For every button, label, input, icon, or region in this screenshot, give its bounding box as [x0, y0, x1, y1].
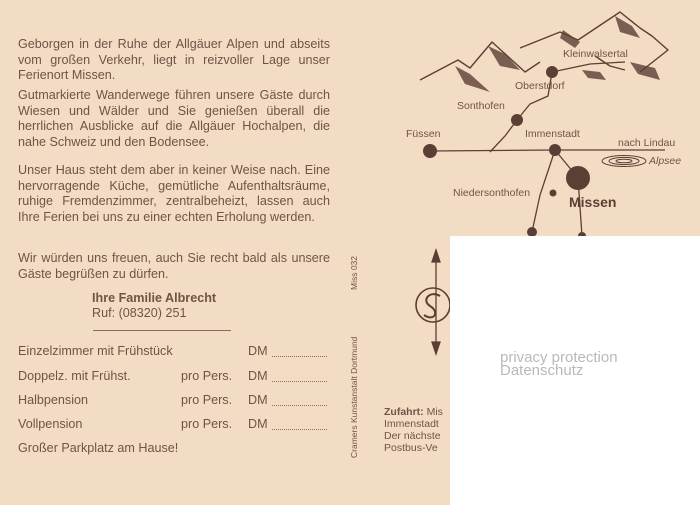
welcome-paragraph: Wir würden uns freuen, auch Sie recht bald als unsere Gäste begrüßen zu dürfen. [18, 251, 330, 281]
zufahrt-line-3: Der nächste [384, 430, 441, 442]
label-missen: Missen [569, 194, 617, 210]
arrow-head-icon [432, 250, 440, 262]
publisher-imprint: Cramers Kunstanstalt Dortmund [349, 336, 359, 458]
privacy-overlay [450, 236, 700, 505]
signature: Ihre Familie Albrecht [92, 291, 217, 305]
arrow-tail-icon [432, 342, 440, 354]
s-logo-icon [424, 294, 440, 317]
zufahrt-line-4: Postbus-Ve [384, 442, 438, 454]
house-paragraph: Unser Haus steht dem aber in keiner Weise nach. Eine hervorragende Küche, gemütliche Aufenthaltsräume, ruhige Fremdenzimmer, zentralbeheizt, lassen auch Ihre Ferien bei uns zu einer echten Erholung werden. [18, 163, 330, 224]
price-unit-full: DM [248, 417, 268, 431]
mountain-hatch-1 [488, 46, 520, 70]
town-fuessen-dot [423, 144, 437, 158]
price-label-single: Einzelzimmer mit Frühstück [18, 344, 173, 358]
label-fuessen: Füssen [406, 128, 441, 140]
price-label-half: Halbpension [18, 393, 89, 407]
town-missen-dot [566, 166, 590, 190]
alpsee-lake-mid [609, 157, 639, 164]
intro-paragraph: Geborgen in der Ruhe der Allgäuer Alpen und abseits vom großen Verkehr, liegt in reizvoller Lage unser Ferienort Missen. [18, 37, 330, 83]
mountain-hatch-2 [455, 66, 490, 92]
price-unit-single: DM [248, 344, 268, 358]
price-per-full: pro Pers. [181, 417, 233, 431]
mountain-hatch-5 [630, 62, 660, 80]
price-per-half: pro Pers. [181, 393, 233, 407]
datenschutz-text: Datenschutz [500, 362, 584, 379]
label-sonthofen: Sonthofen [457, 100, 505, 112]
road-sonthofen-immenstadt [490, 120, 517, 152]
label-kleinwalsertal: Kleinwalsertal [563, 48, 628, 60]
zufahrt-line-1: Zufahrt: Mis [384, 406, 443, 418]
mountain-hatch-6 [582, 70, 606, 80]
alpsee-lake-inner [616, 159, 632, 163]
town-sonthofen-dot [511, 114, 523, 126]
label-oberstdorf: Oberstdorf [515, 80, 565, 92]
privacy-text: privacy protection [500, 349, 618, 366]
price-label-double: Doppelz. mit Frühst. [18, 369, 131, 383]
road-fuessen-lindau [430, 150, 665, 151]
town-oberstdorf-dot [546, 66, 558, 78]
label-alpsee: Alpsee [649, 155, 682, 167]
parking-note: Großer Parkplatz am Hause! [18, 441, 179, 455]
label-niedersonthofen: Niedersonthofen [453, 187, 531, 199]
price-unit-double: DM [248, 369, 268, 383]
phone-number: Ruf: (08320) 251 [92, 306, 187, 320]
price-unit-half: DM [248, 393, 268, 407]
town-niedersonthofen-dot [550, 190, 557, 197]
hiking-paragraph: Gutmarkierte Wanderwege führen unsere Gäste durch Wiesen und Wälder und Sie genießen überall die herrlichen Ausblicke auf die Allgäuer Hochalpen, die nahe Schweiz und den Bodensee. [18, 88, 330, 149]
card-code: Miss 032 [349, 255, 359, 290]
price-label-full: Vollpension [18, 417, 83, 431]
mountain-hatch-4 [615, 16, 640, 38]
town-immenstadt-dot [549, 144, 561, 156]
label-immenstadt: Immenstadt [525, 128, 580, 140]
zufahrt-line-2: Immenstadt [384, 418, 439, 430]
label-lindau: nach Lindau [618, 137, 676, 149]
mountain-ridge-right [520, 12, 668, 72]
price-per-double: pro Pers. [181, 369, 233, 383]
